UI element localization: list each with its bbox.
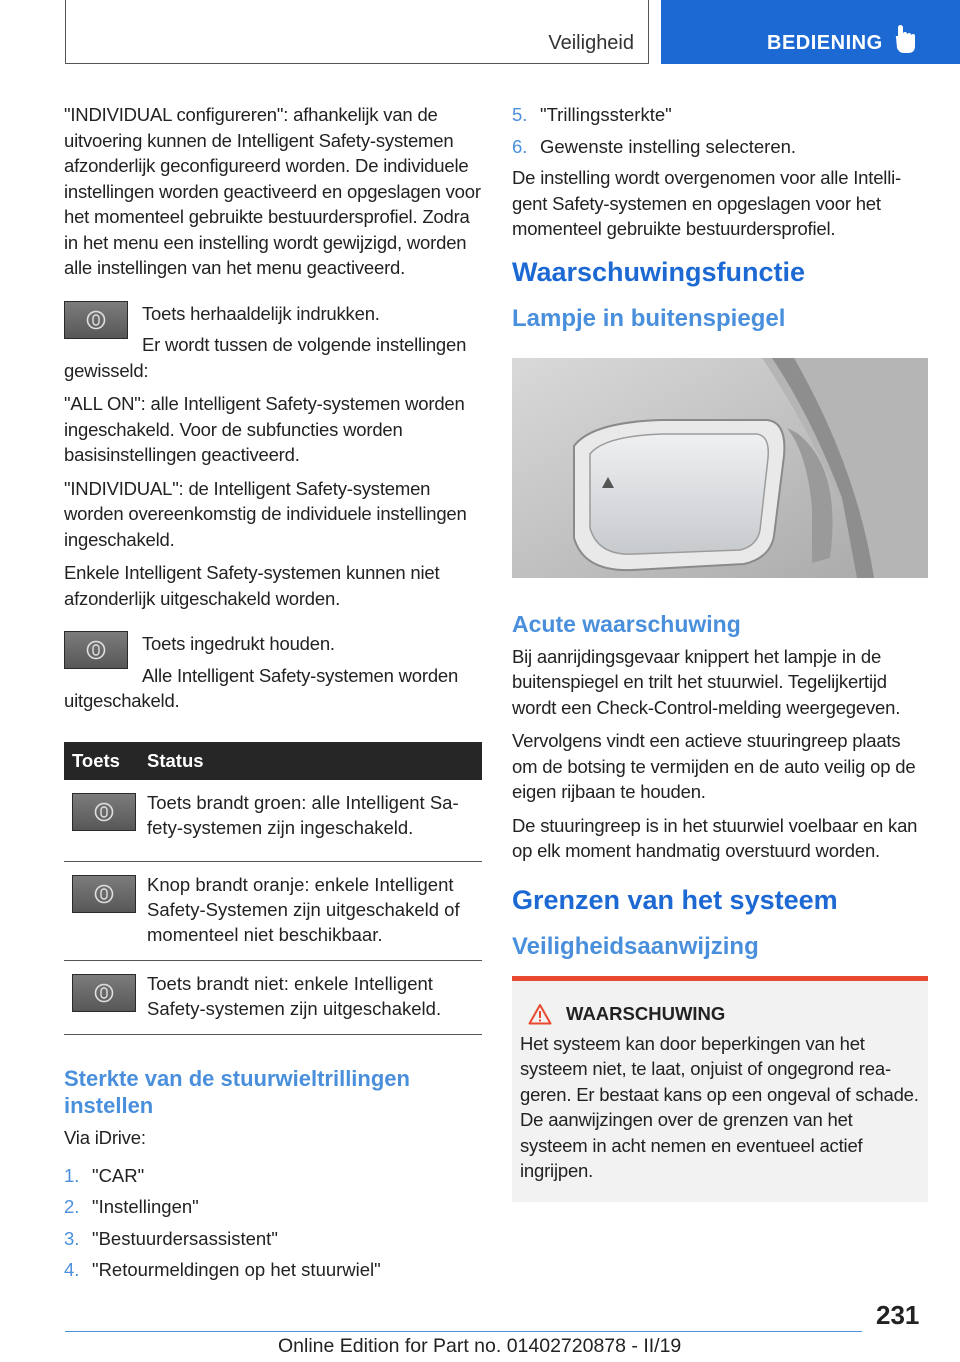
warning-title: WAARSCHUWING [520,1003,920,1025]
header-section-tab [65,0,649,64]
acute-warning-text-2: Vervolgens vindt een actieve stuuringreep plaats om de botsing te vermijden en de auto veilig op de eigen rijbaan te houden. [512,730,916,802]
setting-applied-text: De instelling wordt overgenomen voor alle Intelligent Safety-systemen en opgeslagen voor het momenteel gebruikte bestuurdersprofiel. [512,167,902,239]
safety-button-image [64,301,128,339]
warning-triangle-icon [528,1003,552,1025]
safety-shield-icon [94,802,114,822]
acute-warning-text-3: De stuuringreep is in het stuurwiel voelbaar en kan op elk moment handmatig overstuurd worden. [512,814,918,861]
chapter-title: BEDIENING [767,32,883,54]
hold-text: Toets ingedrukt houden. [142,633,335,654]
table-header-status: Status [147,742,482,780]
section-title: Veiligheid [548,32,634,54]
header-chapter-tab [661,0,960,64]
list-item: 3. "Bestuurdersassistent" [64,1227,278,1249]
paragraph-individual-configure: "INDIVIDUAL configureren": afhankelijk van de uitvoering kunnen de Intelligent Safety-systemen afzonderlijk geconfigureerd worden. De individuele instellingen worden geactiveerd en opgeslagen voor het momenteel gebruikte bestuurdersprofiel. Zodra in het menu een instelling wordt gewijzigd, worden alle instellingen van het menu geactiveerd. [64,104,481,278]
steps-list-left [64,1163,482,1283]
table-header-toets: Toets [64,742,147,780]
safety-shield-icon [94,884,114,904]
press-repeatedly-block [64,301,482,327]
steps-list-right [512,102,928,159]
status-cell: Toets brandt groen: alle Intelligent Safety-systemen zijn ingeschakeld. [147,780,482,862]
switch-settings-text: Er wordt tussen de volgende instellingen gewisseld: [64,334,467,381]
some-systems-text: Enkele Intelligent Safety-systemen kunnen niet afzonderlijk uitgeschakeld worden. [64,562,440,609]
heading-acute-warning: Acute waarschuwing [512,610,741,637]
list-item: 6. Gewenste instelling selecteren. [512,135,797,157]
safety-shield-icon [86,640,106,660]
right-column [512,102,928,1202]
button-orange-image [72,875,136,913]
button-green-image [72,793,136,831]
all-on-text: "ALL ON": alle Intelligent Safety-systemen worden ingeschakeld. Voor de subfuncties worden basisinstellingen geactiveerd. [64,393,465,465]
warning-box [512,976,928,1202]
page-number: 231 [876,1300,920,1330]
safety-shield-icon [86,310,106,330]
footer-edition: Online Edition for Part no. 01402720878 - II/19 [278,1335,682,1357]
heading-safety-notice: Veiligheidsaanwijzing [512,932,759,960]
heading-system-limits: Grenzen van het systeem [512,884,838,915]
list-item: 5. "Trillingssterkte" [512,104,672,125]
table-row [64,862,482,961]
status-table [64,742,482,1036]
heading-steering-vibration: Sterkte van de stuurwieltrillingen instellen [64,1066,410,1118]
hold-button-block [64,631,482,657]
list-item: 4. "Retourmeldingen op het stuurwiel" [64,1259,381,1280]
warning-text: Het systeem kan door beperkingen van het systeem niet, te laat, onjuist of ongegrond reageren. Er bestaat kans op een ongeval of schade. De aanwijzingen over de grenzen van het systeem in acht nemen en eventueel actief ingrijpen. [520,1032,919,1181]
status-cell: Toets brandt niet: enkele Intelligent Safety-systemen zijn uitgeschakeld. [147,961,482,1035]
button-off-image [72,974,136,1012]
via-idrive-text: Via iDrive: [64,1127,146,1148]
hand-pointer-icon [893,24,919,54]
status-cell: Knop brandt oranje: enkele Intelligent Safety-Systemen zijn uitgeschakeld of momenteel niet beschikbaar. [147,862,482,961]
heading-warning-function: Waarschuwingsfunctie [512,256,806,287]
acute-warning-text-1: Bij aanrijdingsgevaar knippert het lampje in de buitenspiegel en trilt het stuurwiel. Tegelijkertijd wordt een Check-Control-melding weergegeven. [512,645,901,718]
footer-divider [65,1331,862,1332]
side-mirror-illustration [512,358,928,578]
list-item: 1. "CAR" [64,1164,145,1186]
safety-button-image [64,631,128,669]
heading-mirror-lamp: Lampje in buitenspiegel [512,304,786,332]
all-off-text: Alle Intelligent Safety-systemen worden uitgeschakeld. [64,664,459,711]
table-row [64,961,482,1035]
safety-shield-icon [94,983,114,1003]
individual-text: "INDIVIDUAL": de Intelligent Safety-systemen worden overeenkomstig de individuele instellingen ingeschakeld. [64,477,467,550]
left-column [64,102,482,1289]
table-row [64,780,482,862]
press-repeatedly-text: Toets herhaaldelijk indrukken. [142,302,380,324]
list-item: 2. "Instellingen" [64,1196,199,1217]
